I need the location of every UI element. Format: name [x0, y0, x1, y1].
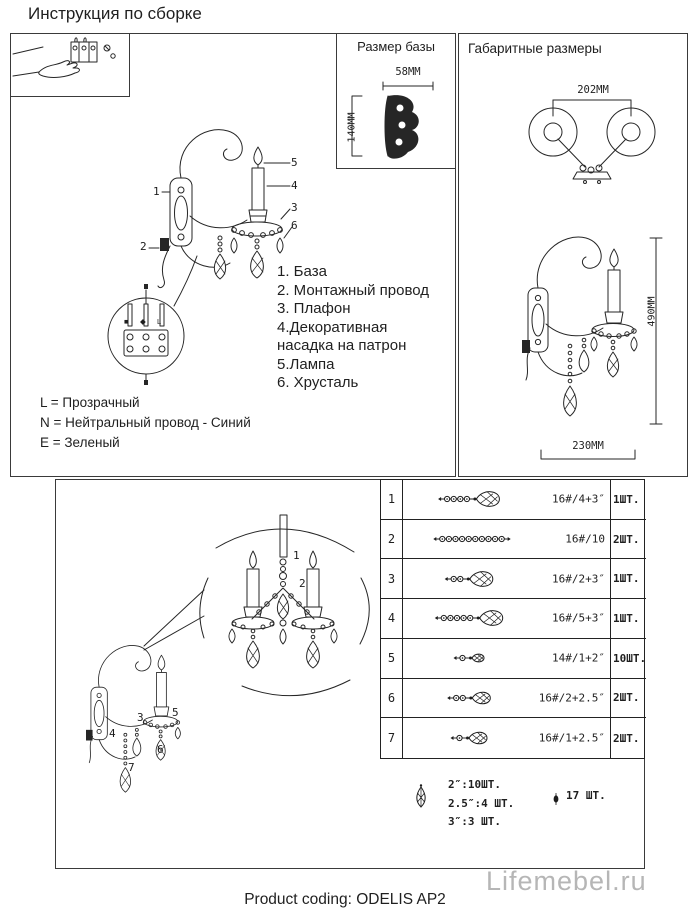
bead-chain-illustration [407, 641, 537, 675]
parts-list-item-5: 5.Лампа [277, 355, 335, 373]
bead-icon [551, 792, 561, 806]
wiring-legend [40, 393, 251, 453]
part-quantity: 1ШТ. [613, 492, 640, 506]
bottom-width-dim-line [540, 448, 636, 460]
table-row [381, 599, 646, 639]
detail-callout-3: 3 [137, 711, 144, 724]
parts-list-item-6: 6. Хрусталь [277, 374, 359, 391]
bottom-width-dimension: 230MM [572, 440, 604, 452]
parts-list [277, 263, 457, 393]
front-view-drawing [229, 515, 337, 668]
terminal-label-n: ◆ [140, 317, 146, 326]
crystal-count-notes [448, 776, 514, 832]
part-quantity: 2ШТ. [613, 731, 640, 745]
callout-6: 6 [291, 219, 298, 232]
detail-callout-4: 4 [109, 727, 116, 740]
callout-3: 3 [291, 201, 298, 214]
watermark: Lifemebel.ru [486, 866, 647, 896]
part-size: 16#/5+3″ [552, 611, 605, 625]
row-number: 5 [381, 639, 403, 678]
detail-callout-6: 6 [157, 743, 164, 756]
part-quantity: 10ШТ. [613, 651, 647, 665]
callout-4: 4 [291, 179, 298, 192]
part-size: 16#/4+3″ [552, 492, 605, 506]
parts-list-item-3: 3. Плафон [277, 300, 351, 317]
bead-chain-illustration [407, 601, 537, 635]
bead-chain-illustration [407, 681, 537, 715]
table-row [381, 679, 646, 719]
callout-2: 2 [140, 240, 147, 253]
detail-drawings [56, 480, 386, 868]
detail-callout-1: 1 [293, 549, 300, 562]
note-3in: 3″:3 ШТ. [448, 815, 501, 828]
table-row [381, 559, 646, 599]
terminal-label-l: L [157, 317, 162, 326]
wiring-detail-drawing [100, 278, 200, 388]
bead-chain-illustration [407, 562, 537, 596]
height-dimension: 490MM [646, 296, 658, 327]
part-quantity: 1ШТ. [613, 572, 640, 586]
table-row [381, 639, 646, 679]
base-width-dimension: 58MM [395, 66, 421, 78]
callout-1: 1 [153, 185, 160, 198]
page-title: Инструкция по сборке [28, 4, 202, 23]
top-width-dimension: 202MM [577, 84, 609, 96]
side-view-drawing [522, 228, 642, 428]
callout-5: 5 [291, 156, 298, 169]
product-coding: Product coding: ODELIS AP2 [244, 891, 446, 908]
parts-list-item-2: 2. Монтажный провод [277, 281, 430, 299]
crystal-drop-icon [413, 784, 429, 810]
parts-table [380, 479, 645, 759]
row-number: 6 [381, 679, 403, 718]
bead-chain-illustration [407, 482, 537, 516]
row-number: 4 [381, 599, 403, 638]
base-profile-drawing [344, 92, 448, 164]
part-quantity: 2ШТ. [613, 691, 640, 705]
hand-installation-drawing [11, 34, 129, 96]
base-size-title: Размер базы [357, 39, 435, 54]
table-row [381, 520, 646, 560]
terminal-label-e: ■ [124, 317, 129, 326]
legend-line-e: E = Зеленый [40, 435, 120, 450]
bead-count-note: 17 ШТ. [566, 789, 606, 802]
note-2in: 2″:10ШТ. [448, 778, 501, 791]
table-row [381, 480, 646, 520]
bead-chain-illustration [407, 721, 537, 755]
part-size: 14#/1+2″ [552, 651, 605, 665]
parts-list-item-4: 4.Декоративная насадка на патрон [277, 318, 407, 354]
legend-line-n: N = Нейтральный провод - Синий [40, 415, 251, 430]
row-number: 7 [381, 718, 403, 758]
note-2-5in: 2.5″:4 ШТ. [448, 796, 515, 810]
detail-callout-7: 7 [128, 761, 135, 774]
part-quantity: 1ШТ. [613, 611, 640, 625]
bead-chain-illustration [407, 522, 537, 556]
base-width-dim-line [380, 82, 436, 90]
part-size: 16#/2+3″ [552, 572, 605, 586]
row-number: 1 [381, 480, 403, 519]
detail-callout-5: 5 [172, 706, 179, 719]
part-size: 16#/2+2.5″ [538, 691, 605, 705]
part-size: 16#/10 [565, 532, 605, 546]
table-row [381, 718, 646, 758]
detail-callout-2: 2 [299, 577, 306, 590]
legend-line-l: L = Прозрачный [40, 395, 140, 410]
dimensions-title: Габаритные размеры [468, 41, 602, 56]
row-number: 2 [381, 520, 403, 559]
row-number: 3 [381, 559, 403, 598]
parts-list-item-1: 1. База [277, 263, 327, 280]
part-quantity: 2ШТ. [613, 532, 640, 546]
part-size: 16#/1+2.5″ [538, 731, 605, 745]
base-height-dimension: 140MM [346, 112, 358, 143]
top-view-drawing [505, 90, 685, 190]
